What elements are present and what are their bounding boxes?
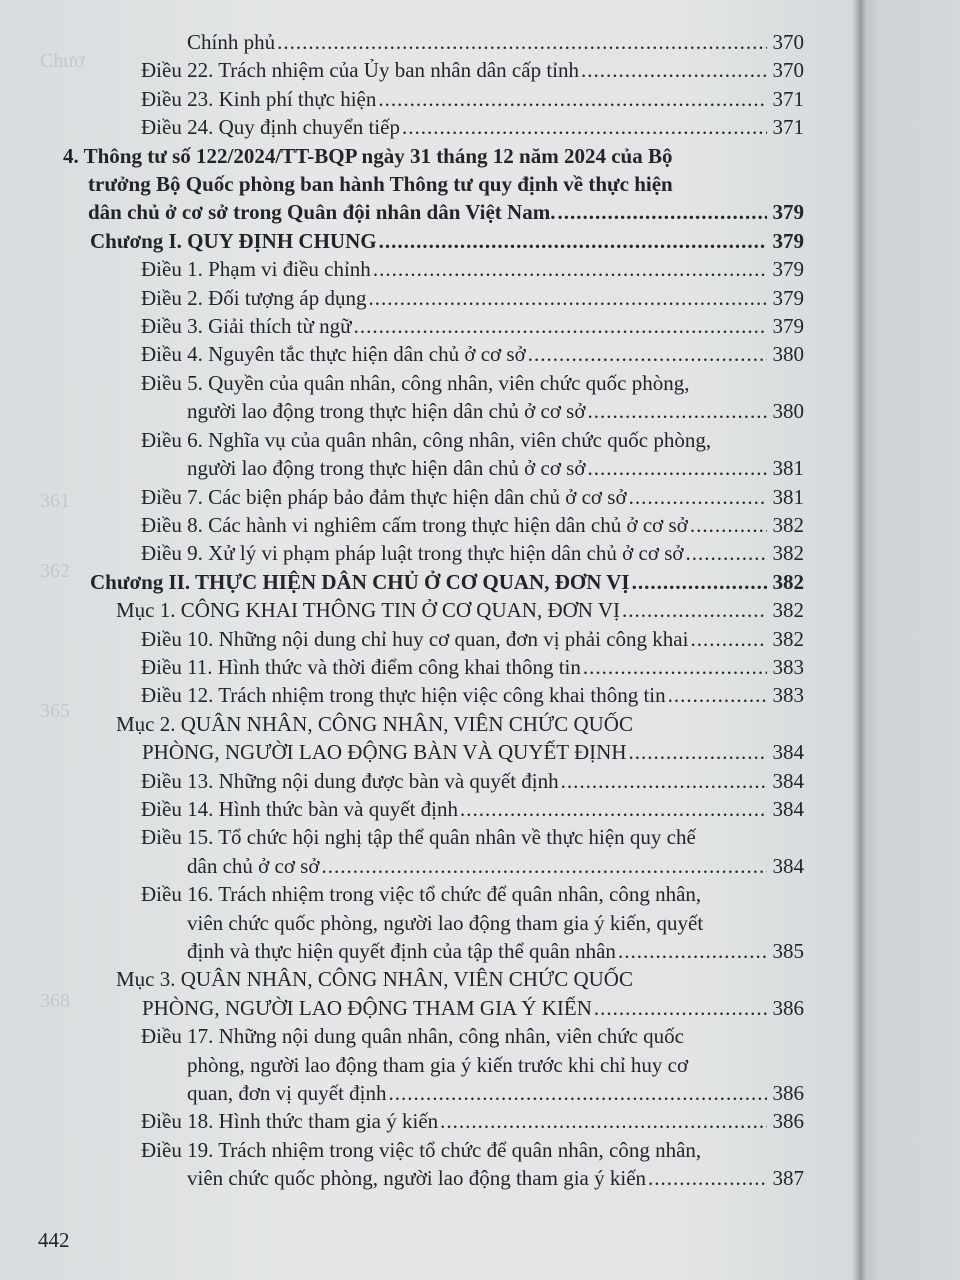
toc-entry-title: Điều 14. Hình thức bàn và quyết định xyxy=(141,796,458,821)
toc-entry-title: Chương I. QUY ĐỊNH CHUNG xyxy=(90,228,377,253)
toc-entry[interactable] xyxy=(141,767,804,795)
dot-leader xyxy=(632,568,767,596)
toc-entry-title: định và thực hiện quyết định của tập thể quân nhân xyxy=(187,939,616,963)
toc-entry-title: Điều 18. Hình thức tham gia ý kiến xyxy=(141,1109,439,1134)
toc-page-number: 383 xyxy=(772,654,804,679)
toc-page-number: 384 xyxy=(772,740,804,765)
toc-page-number: 370 xyxy=(772,58,804,83)
toc-entry-title: Điều 23. Kinh phí thực hiện xyxy=(141,86,377,111)
toc-page-number: 382 xyxy=(772,569,804,594)
dot-leader xyxy=(629,738,767,766)
toc-entry-title: người lao động trong thực hiện dân chủ ở cơ sở xyxy=(187,456,586,481)
toc-entry[interactable] xyxy=(141,1136,804,1193)
toc-page-number: 379 xyxy=(772,200,804,225)
dot-leader xyxy=(587,454,766,482)
toc-entry-title: Chính phủ xyxy=(187,30,276,54)
toc-entry[interactable] xyxy=(141,823,804,880)
toc-entry[interactable] xyxy=(141,255,804,283)
dot-leader xyxy=(389,1079,767,1107)
toc-entry-line: phòng, người lao động tham gia ý kiến trước khi chỉ huy cơ xyxy=(187,1052,689,1077)
toc-page-number: 371 xyxy=(772,86,804,111)
show-through-text: 362 xyxy=(40,560,70,582)
dot-leader xyxy=(373,255,767,283)
dot-leader xyxy=(528,340,767,368)
toc-entry[interactable] xyxy=(116,965,804,1022)
toc-entry-line: Điều 19. Trách nhiệm trong việc tổ chức để quân nhân, công nhân, xyxy=(141,1137,702,1162)
adjacent-page xyxy=(860,0,960,1280)
dot-leader xyxy=(277,28,766,56)
toc-page-number: 382 xyxy=(772,541,804,566)
dot-leader xyxy=(379,227,767,255)
toc-page-number: 384 xyxy=(772,796,804,821)
toc-entry-title: Điều 11. Hình thức và thời điểm công khai thông tin xyxy=(141,654,581,679)
toc-page-number: 371 xyxy=(772,115,804,140)
toc-page-number: 370 xyxy=(772,30,804,54)
dot-leader xyxy=(690,511,767,539)
toc-entry[interactable] xyxy=(90,227,804,255)
toc-page-number: 387 xyxy=(772,1166,804,1191)
toc-entry[interactable] xyxy=(141,369,804,426)
dot-leader xyxy=(354,312,767,340)
toc-entry[interactable] xyxy=(141,795,804,823)
dot-leader xyxy=(622,596,767,624)
toc-entry[interactable] xyxy=(141,426,804,483)
toc-entry-line: Điều 17. Những nội dung quân nhân, công nhân, viên chức quốc xyxy=(141,1024,684,1049)
dot-leader xyxy=(561,767,767,795)
toc-entry-title: Chương II. THỰC HIỆN DÂN CHỦ Ở CƠ QUAN, ĐƠN VỊ xyxy=(90,569,630,594)
toc-entry-title: Điều 12. Trách nhiệm trong thực hiện việc công khai thông tin xyxy=(141,683,666,708)
toc-entry-line: viên chức quốc phòng, người lao động tham gia ý kiến, quyết xyxy=(187,910,704,935)
toc-page-number: 381 xyxy=(772,484,804,509)
toc-entry-title: Điều 2. Đối tượng áp dụng xyxy=(141,285,367,310)
dot-leader xyxy=(557,198,766,226)
page-number: 442 xyxy=(38,1228,70,1252)
toc-entry[interactable] xyxy=(116,710,804,767)
toc-page-number: 386 xyxy=(772,995,804,1020)
toc-page-number: 379 xyxy=(772,228,804,253)
toc-entry-title: dân chủ ở cơ sở trong Quân đội nhân dân Việt Nam. xyxy=(88,200,556,225)
toc-entry[interactable] xyxy=(141,85,804,113)
dot-leader xyxy=(440,1107,766,1135)
toc-entry-title: Điều 4. Nguyên tắc thực hiện dân chủ ở cơ sở xyxy=(141,342,526,367)
toc-entry-title: dân chủ ở cơ sở xyxy=(187,853,320,878)
toc-entry[interactable] xyxy=(141,483,804,511)
toc-entry[interactable] xyxy=(141,56,804,84)
toc-page-number: 386 xyxy=(772,1081,804,1106)
toc-entry[interactable] xyxy=(141,28,804,56)
toc-entry[interactable] xyxy=(141,113,804,141)
show-through-text: 365 xyxy=(40,700,70,722)
dot-leader xyxy=(368,284,766,312)
toc-entry[interactable] xyxy=(141,653,804,681)
toc-entry-title: Điều 10. Những nội dung chỉ huy cơ quan, đơn vị phải công khai xyxy=(141,626,689,651)
toc-entry[interactable] xyxy=(141,284,804,312)
dot-leader xyxy=(583,653,767,681)
toc-entry[interactable] xyxy=(141,312,804,340)
toc-entry-line: Điều 5. Quyền của quân nhân, công nhân, viên chức quốc phòng, xyxy=(141,370,690,395)
dot-leader xyxy=(629,483,767,511)
toc-page-number: 379 xyxy=(772,285,804,310)
toc-page-number: 379 xyxy=(772,314,804,339)
toc-page-number: 381 xyxy=(772,456,804,481)
show-through-text: 368 xyxy=(40,990,70,1012)
toc-entry-line: Mục 2. QUÂN NHÂN, CÔNG NHÂN, VIÊN CHỨC QUỐC xyxy=(116,711,633,736)
toc-entry[interactable] xyxy=(116,596,804,624)
toc-page-number: 384 xyxy=(772,853,804,878)
toc-entry-title: người lao động trong thực hiện dân chủ ở cơ sở xyxy=(187,399,586,424)
toc-entry[interactable] xyxy=(63,142,804,227)
toc-entry-title: Điều 22. Trách nhiệm của Ủy ban nhân dân cấp tỉnh xyxy=(141,58,579,83)
toc-entry-title: Điều 24. Quy định chuyển tiếp xyxy=(141,115,400,140)
toc-entry[interactable] xyxy=(141,880,804,965)
dot-leader xyxy=(402,113,767,141)
toc-entry-title: Điều 13. Những nội dung được bàn và quyết định xyxy=(141,768,559,793)
toc-entry[interactable] xyxy=(141,340,804,368)
toc-entry-title: Điều 1. Phạm vi điều chỉnh xyxy=(141,257,371,282)
toc-entry-title: viên chức quốc phòng, người lao động tham gia ý kiến xyxy=(187,1166,647,1191)
toc-entry-title: Điều 8. Các hành vi nghiêm cấm trong thực hiện dân chủ ở cơ sở xyxy=(141,512,688,537)
toc-entry-title: quan, đơn vị quyết định xyxy=(187,1081,387,1106)
toc-page-number: 380 xyxy=(772,342,804,367)
toc-page-number: 382 xyxy=(772,626,804,651)
toc-entry-line: Mục 3. QUÂN NHÂN, CÔNG NHÂN, VIÊN CHỨC QUỐC xyxy=(116,967,633,992)
toc-entry[interactable] xyxy=(141,681,804,709)
dot-leader xyxy=(668,681,767,709)
dot-leader xyxy=(618,937,767,965)
toc-entry-line: Điều 15. Tổ chức hội nghị tập thể quân nhân về thực hiện quy chế xyxy=(141,825,696,850)
toc-entry-title: Điều 7. Các biện pháp bảo đảm thực hiện dân chủ ở cơ sở xyxy=(141,484,627,509)
toc-entry[interactable] xyxy=(141,539,804,567)
dot-leader xyxy=(685,539,766,567)
toc-entry-title: Mục 1. CÔNG KHAI THÔNG TIN Ở CƠ QUAN, ĐƠN VỊ xyxy=(116,598,620,623)
show-through-text: 361 xyxy=(40,490,70,512)
dot-leader xyxy=(378,85,766,113)
toc-entry[interactable] xyxy=(141,1022,804,1107)
toc-entry[interactable] xyxy=(141,625,804,653)
toc-entry-title: PHÒNG, NGƯỜI LAO ĐỘNG THAM GIA Ý KIẾN xyxy=(142,995,592,1020)
toc-page-number: 382 xyxy=(772,512,804,537)
dot-leader xyxy=(581,56,767,84)
toc-entry-title: Điều 9. Xử lý vi phạm pháp luật trong thực hiện dân chủ ở cơ sở xyxy=(141,541,684,566)
toc-page-number: 383 xyxy=(772,683,804,708)
toc-entry-line: Điều 16. Trách nhiệm trong việc tổ chức để quân nhân, công nhân, xyxy=(141,882,702,907)
dot-leader xyxy=(648,1164,766,1192)
dot-leader xyxy=(587,397,766,425)
dot-leader xyxy=(690,625,766,653)
toc-entry[interactable] xyxy=(141,511,804,539)
toc-entry-title: PHÒNG, NGƯỜI LAO ĐỘNG BÀN VÀ QUYẾT ĐỊNH xyxy=(142,740,627,765)
show-through-text: Chươ xyxy=(40,50,85,72)
toc-entry[interactable] xyxy=(90,568,804,596)
toc-entry-line: 4. Thông tư số 122/2024/TT-BQP ngày 31 tháng 12 năm 2024 của Bộ xyxy=(63,143,673,168)
toc-page-number: 384 xyxy=(772,768,804,793)
dot-leader xyxy=(321,852,766,880)
dot-leader xyxy=(594,994,767,1022)
toc-page-number: 385 xyxy=(772,939,804,963)
table-of-contents xyxy=(0,28,860,1193)
toc-page-number: 380 xyxy=(772,399,804,424)
toc-page-number: 379 xyxy=(772,257,804,282)
toc-page-number: 386 xyxy=(772,1109,804,1134)
toc-entry-title: Điều 3. Giải thích từ ngữ xyxy=(141,314,352,339)
toc-entry-line: trưởng Bộ Quốc phòng ban hành Thông tư quy định về thực hiện xyxy=(88,172,673,197)
toc-entry-line: Điều 6. Nghĩa vụ của quân nhân, công nhân, viên chức quốc phòng, xyxy=(141,427,712,452)
dot-leader xyxy=(460,795,767,823)
toc-entry[interactable] xyxy=(141,1107,804,1135)
toc-page-number: 382 xyxy=(772,598,804,623)
